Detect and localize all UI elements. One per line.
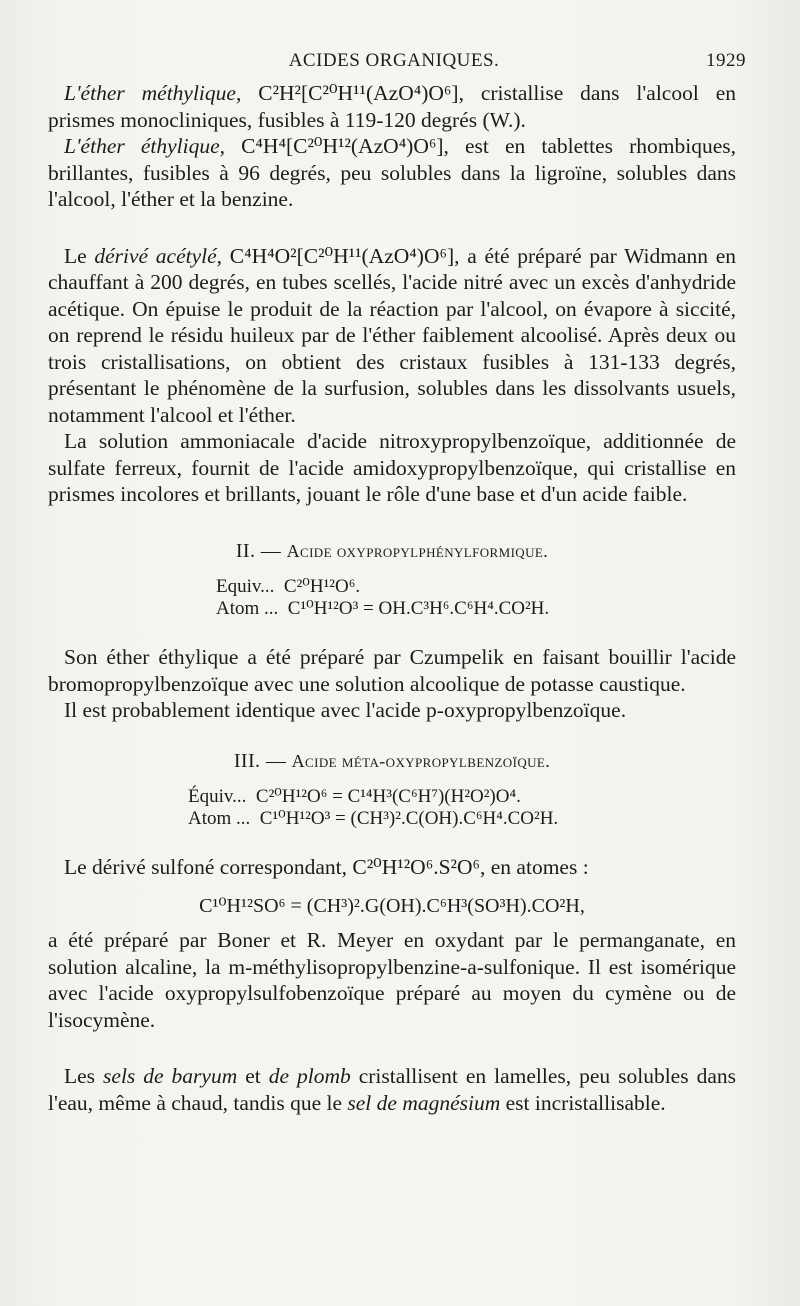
formula: C²⁰H¹²O⁶.S²O⁶ xyxy=(352,855,481,879)
equiv-line xyxy=(216,576,736,598)
atom-line xyxy=(188,808,736,830)
formula-block-iii xyxy=(188,786,736,830)
section-number: II. — xyxy=(235,539,287,562)
paragraph-solution-ammoniacale: La solution ammoniacale d'acide nitroxypropylbenzoïque, additionnée de sulfate ferreux, fournit de l'acide amidoxypropylbenzoïque, qui cristallise en prismes incolores et brillants, jouant le rôle d'une base et d'un acide faible. xyxy=(48,429,736,506)
atom-line xyxy=(216,598,736,620)
section-title: Acide méta-oxypropylbenzoïque. xyxy=(291,750,551,771)
paragraph-boner-meyer: a été préparé par Boner et R. Meyer en oxydant par le permanganate, en solution alcaline, la m-méthylisopropylbenzine-a-sulfonique. Il est isomérique avec l'acide oxypropylsulfobenzoïque préparé au moyen du cymène ou de l'isocymène. xyxy=(48,928,736,1032)
paragraph-ether-ethylique: L'éther éthylique, C⁴H⁴[C²⁰H¹²(AzO⁴)O⁶], est en tablettes rhombiques, brillantes, fusibles à 96 degrés, peu solubles dans la ligroïne, solubles dans l'alcool, l'éther et la benzine. xyxy=(48,134,736,211)
paragraph-ether-methylique: L'éther méthylique, C²H²[C²⁰H¹¹(AzO⁴)O⁶], cristallise dans l'alcool en prismes monocliniques, fusibles à 119-120 degrés (W.). xyxy=(48,81,736,132)
page-number: 1929 xyxy=(706,50,746,71)
formula-block-ii xyxy=(216,576,736,620)
section-heading-ii xyxy=(48,538,736,565)
term-ether-methylique: L'éther méthylique xyxy=(64,81,236,105)
page-body xyxy=(48,80,736,1116)
running-header xyxy=(48,46,746,76)
paragraph-czumpelik: Son éther éthylique a été préparé par Czumpelik en faisant bouillir l'acide bromopropylbenzoïque avec une solution alcoolique de potasse caustique. xyxy=(48,645,736,696)
formula: C⁴H⁴O²[C²⁰H¹¹(AzO⁴)O⁶] xyxy=(229,243,455,268)
atom-label: Atom ... xyxy=(188,808,251,829)
paragraph-text: est incristallisable. xyxy=(500,1090,666,1115)
term-sels-de-baryum: sels de baryum xyxy=(103,1064,238,1088)
term-derive-acetyle: dérivé acétylé xyxy=(94,243,217,268)
paragraph-derive-acetyle: Le dérivé acétylé, C⁴H⁴O²[C²⁰H¹¹(AzO⁴)O⁶], a été préparé par Widmann en chauffant à 200 degrés, en tubes scellés, l'acide nitré avec un excès d'anhydride acétique. On épuise le produit de la réaction par l'alcool, on évapore à siccité, on reprend le résidu huileux par de l'éther faiblement alcoolisé. Après deux ou trois cristallisations, on obtient des cristaux fusibles à 131-133 degrés, présentant le phénomène de la surfusion, solubles dans les dissolvants usuels, notamment l'alcool et l'éther. xyxy=(48,243,736,427)
paragraph-sels xyxy=(48,1063,736,1116)
running-title: ACIDES ORGANIQUES. xyxy=(288,50,500,71)
formula: C²H²[C²⁰H¹¹(AzO⁴)O⁶] xyxy=(258,81,459,105)
paragraph-text: Les xyxy=(64,1064,104,1088)
section-heading-iii xyxy=(48,748,736,775)
paragraph-text: , cristallise dans l'alcool en prismes monocliniques, fusibles à 119-120 degrés (W.). xyxy=(48,81,736,132)
paragraph-derive-sulfone xyxy=(48,854,736,881)
equiv-formula: C²⁰H¹²O⁶. xyxy=(283,576,361,597)
paragraph-text: , a été préparé par Widmann en chauffant à 200 degrés, en tubes scellés, l'acide nitré avec un excès d'anhydride acétique. On épuise le produit de la réaction par l'alcool, on évapore à siccité, on reprend le résidu huileux par de l'éther faiblement alcoolisé. Après deux ou trois cristallisations, on obtient des cristaux fusibles à 131-133 degrés, présentant le phénomène de la surfusion, solubles dans les dissolvants usuels, notamment l'alcool et l'éther. xyxy=(48,243,736,427)
section-title: Acide oxypropylphénylformique. xyxy=(286,540,549,561)
equiv-formula: C²⁰H¹²O⁶ = C¹⁴H³(C⁶H⁷)(H²O²)O⁴. xyxy=(255,786,521,807)
atom-label: Atom ... xyxy=(216,598,279,619)
paragraph-text: , est en tablettes rhombiques, brillantes, fusibles à 96 degrés, peu solubles dans la ligroïne, solubles dans l'alcool, l'éther et la benzine. xyxy=(48,134,736,211)
paragraph-text: et xyxy=(237,1064,269,1088)
atom-formula: C¹⁰H¹²O³ = (CH³)².C(OH).C⁶H⁴.CO²H. xyxy=(259,808,559,829)
paragraph-text: , en atomes : xyxy=(480,855,589,879)
term-de-plomb: de plomb xyxy=(268,1064,351,1088)
equiv-label: Équiv... xyxy=(188,786,247,807)
formula: C⁴H⁴[C²⁰H¹²(AzO⁴)O⁶] xyxy=(241,134,444,158)
equiv-line xyxy=(188,786,736,808)
section-number: III. — xyxy=(233,749,292,772)
paragraph-text: Le xyxy=(64,243,95,268)
term-sel-de-magnesium: sel de magnésium xyxy=(347,1090,501,1115)
atom-formula: C¹⁰H¹²O³ = OH.C³H⁶.C⁶H⁴.CO²H. xyxy=(287,598,550,619)
equiv-label: Equiv... xyxy=(216,576,275,597)
paragraph-text: cristallisent en lamelles, peu solubles dans l'eau, même à chaud, tandis que le xyxy=(48,1064,736,1115)
sulfo-formula: C¹⁰H¹²SO⁶ = (CH³)².G(OH).C⁶H³(SO³H).CO²H, xyxy=(199,894,585,917)
term-ether-ethylique: L'éther éthylique xyxy=(64,134,220,158)
paragraph-identique: Il est probablement identique avec l'acide p-oxypropylbenzoïque. xyxy=(64,698,627,722)
paragraph-text: Le dérivé sulfoné correspondant, xyxy=(64,855,353,879)
